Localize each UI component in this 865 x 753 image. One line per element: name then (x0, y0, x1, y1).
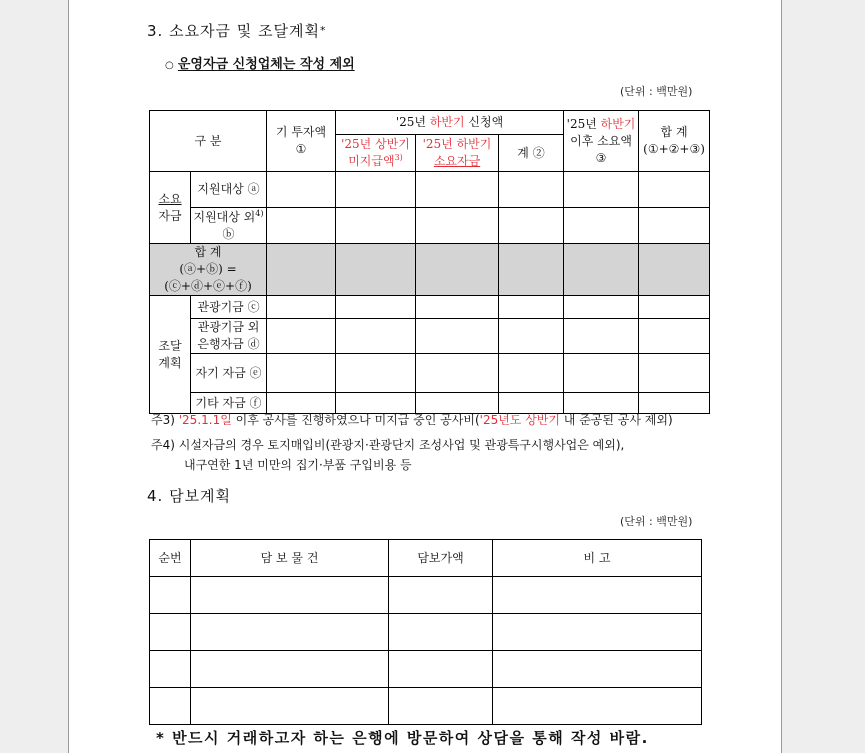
cell-input[interactable] (416, 393, 499, 414)
table-row (150, 651, 702, 688)
group-required-funds: 소요 자금 (150, 172, 191, 244)
cell-input[interactable] (267, 296, 336, 319)
cell-input[interactable] (267, 208, 336, 244)
cell-input[interactable] (336, 172, 416, 208)
cell-input[interactable] (416, 208, 499, 244)
cell-input[interactable] (639, 172, 710, 208)
cell-input[interactable] (564, 354, 639, 393)
cell-sum[interactable] (564, 244, 639, 296)
cell-sum[interactable] (416, 244, 499, 296)
row-label-f: 기타 자금 ⓕ (191, 393, 267, 414)
cell-input[interactable] (336, 319, 416, 354)
cell-input[interactable] (150, 614, 191, 651)
bullet-circle-icon: ○ (165, 60, 174, 71)
cell-input[interactable] (493, 688, 702, 725)
cell-input[interactable] (564, 319, 639, 354)
cell-input[interactable] (639, 296, 710, 319)
cell-sum[interactable] (499, 244, 564, 296)
header-after-h2: '25년 하반기 이후 소요액 ③ (564, 111, 639, 172)
header-h2-application: '25년 하반기 신청액 (336, 111, 564, 135)
header-collateral-value: 담보가액 (389, 540, 493, 577)
asterisk-mark: * (320, 24, 327, 37)
cell-input[interactable] (639, 354, 710, 393)
cell-input[interactable] (564, 208, 639, 244)
section-4-title: 4. 담보계획 (147, 487, 232, 505)
cell-input[interactable] (336, 354, 416, 393)
group-funding-plan: 조달 계획 (150, 296, 191, 414)
table-row (150, 614, 702, 651)
cell-input[interactable] (191, 651, 389, 688)
cell-input[interactable] (389, 577, 493, 614)
row-label-c: 관광기금 ⓒ (191, 296, 267, 319)
header-category: 구 분 (150, 111, 267, 172)
header-subtotal: 계 ② (499, 135, 564, 172)
cell-input[interactable] (267, 393, 336, 414)
cell-input[interactable] (564, 172, 639, 208)
section-3-subtitle (165, 53, 355, 72)
cell-input[interactable] (267, 172, 336, 208)
row-label-a: 지원대상 ⓐ (191, 172, 267, 208)
row-label-sum: 합 계 (ⓐ+ⓑ) = (ⓒ+ⓓ+ⓔ+ⓕ) (150, 244, 267, 296)
cell-input[interactable] (267, 354, 336, 393)
header-prior-investment: 기 투자액 ① (267, 111, 336, 172)
section-3-title (147, 20, 327, 41)
cell-input[interactable] (416, 319, 499, 354)
cell-sum[interactable] (267, 244, 336, 296)
header-collateral-item: 담 보 물 건 (191, 540, 389, 577)
cell-input[interactable] (416, 172, 499, 208)
cell-sum[interactable] (639, 244, 710, 296)
collateral-table (149, 539, 702, 725)
unit-label: (단위 : 백만원) (620, 85, 693, 98)
cell-input[interactable] (493, 577, 702, 614)
row-label-e: 자기 자금 ⓔ (191, 354, 267, 393)
cell-input[interactable] (499, 354, 564, 393)
section-3-title-text: 3. 소요자금 및 조달계획 (147, 22, 321, 40)
row-label-b: 지원대상 외$^{4)}$ ⓑ (191, 208, 267, 244)
cell-input[interactable] (336, 208, 416, 244)
cell-input[interactable] (191, 688, 389, 725)
header-h2-required: '25년 하반기 소요자금 (416, 135, 499, 172)
cell-input[interactable] (389, 688, 493, 725)
header-h1-unpaid: '25년 상반기 미지급액$^{3)}$ (336, 135, 416, 172)
cell-input[interactable] (336, 393, 416, 414)
unit-label-2: (단위 : 백만원) (620, 515, 693, 528)
cell-input[interactable] (499, 393, 564, 414)
cell-input[interactable] (416, 296, 499, 319)
footnote-4-continued: 내구연한 1년 미만의 집기·부품 구입비용 등 (184, 458, 412, 472)
cell-input[interactable] (499, 319, 564, 354)
cell-input[interactable] (150, 688, 191, 725)
header-seq: 순번 (150, 540, 191, 577)
cell-sum[interactable] (336, 244, 416, 296)
cell-input[interactable] (416, 354, 499, 393)
cell-input[interactable] (267, 319, 336, 354)
table-row (150, 688, 702, 725)
cell-input[interactable] (564, 393, 639, 414)
cell-input[interactable] (336, 296, 416, 319)
cell-input[interactable] (639, 319, 710, 354)
cell-input[interactable] (639, 208, 710, 244)
cell-input[interactable] (499, 172, 564, 208)
cell-input[interactable] (150, 651, 191, 688)
cell-input[interactable] (499, 208, 564, 244)
row-label-d: 관광기금 외 은행자금 ⓓ (191, 319, 267, 354)
bank-consultation-note: * 반드시 거래하고자 하는 은행에 방문하여 상담을 통해 작성 바람. (156, 729, 649, 747)
cell-input[interactable] (499, 296, 564, 319)
cell-input[interactable] (493, 614, 702, 651)
funding-plan-table (149, 110, 710, 414)
cell-input[interactable] (493, 651, 702, 688)
header-remarks: 비 고 (493, 540, 702, 577)
cell-input[interactable] (389, 651, 493, 688)
footnote-4: 주4) 시설자금의 경우 토지매입비(관광지·관광단지 조성사업 및 관광특구시행사업은 예외), (151, 438, 625, 452)
footnote-3: 주3) '25.1.1일 이후 공사를 진행하였으나 미지급 중인 공사비('25년도 상반기 내 준공된 공사 제외) (151, 413, 673, 427)
cell-input[interactable] (639, 393, 710, 414)
cell-input[interactable] (389, 614, 493, 651)
exclusion-note: 운영자금 신청업체는 작성 제외 (177, 57, 355, 72)
header-total: 합 계 (①+②+③) (639, 111, 710, 172)
cell-input[interactable] (191, 614, 389, 651)
cell-input[interactable] (150, 577, 191, 614)
cell-input[interactable] (191, 577, 389, 614)
cell-input[interactable] (564, 296, 639, 319)
table-row (150, 577, 702, 614)
